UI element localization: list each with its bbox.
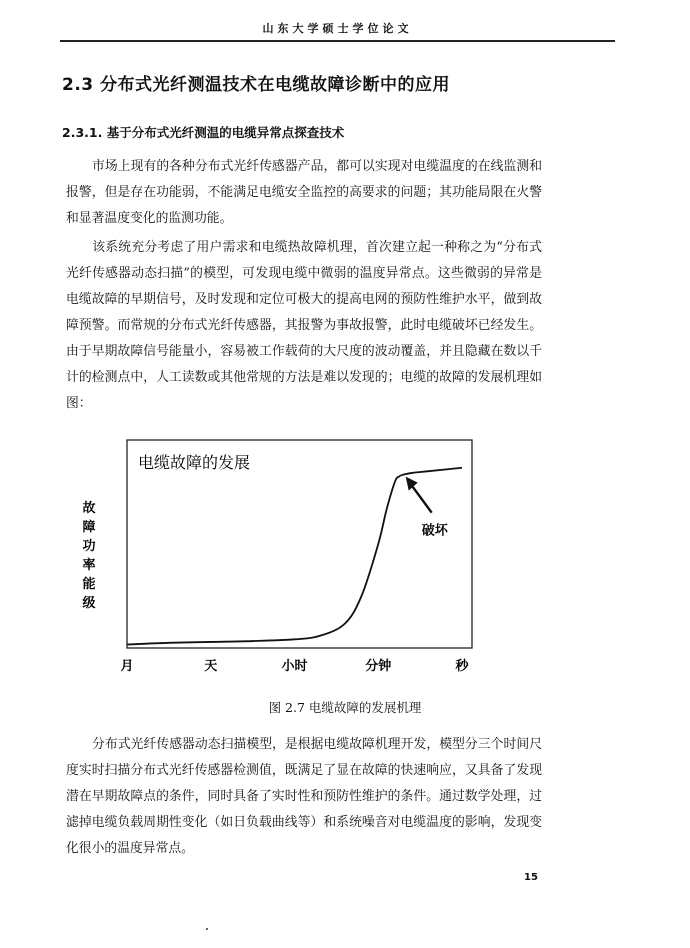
paragraph-1-text: 市场上现有的各种分布式光纤传感器产品，都可以实现对电缆温度的在线监测和报警，但是存在功能弱，不能满足电缆安全监控的高要求的问题；其功能局限在火警和显著温度变化的监测功能。: [66, 159, 542, 226]
fault-curve: [127, 468, 462, 645]
section-title: 2.3 分布式光纤测温技术在电缆故障诊断中的应用: [62, 75, 451, 95]
subsection-title: 2.3.1. 基于分布式光纤测温的电缆异常点探查技术: [62, 125, 345, 140]
chart-title: 电缆故障的发展: [138, 453, 251, 472]
x-tick-labels: [120, 658, 469, 674]
ylabel-char: 障: [82, 520, 96, 535]
ylabel-char: 率: [82, 558, 96, 573]
x-tick-label: 月: [120, 659, 134, 674]
paragraph-1: [66, 154, 542, 232]
figure-caption: 图 2.7 电缆故障的发展机理: [268, 700, 422, 715]
ylabel-char: 故: [82, 501, 96, 516]
running-header: 山东大学硕士学位论文: [60, 20, 615, 42]
annotation-arrowhead: [406, 477, 418, 491]
chart-svg: [82, 436, 492, 686]
x-tick-label: 小时: [281, 659, 308, 674]
ylabel-char: 功: [82, 539, 96, 554]
annotation: [406, 477, 449, 539]
y-axis-label: [82, 500, 95, 611]
scan-speck: [206, 928, 208, 930]
annotation-arrow: [410, 483, 432, 513]
annotation-label: 破坏: [421, 523, 448, 539]
x-tick-label: 天: [204, 659, 218, 674]
ylabel-char: 级: [82, 596, 96, 611]
x-tick-label: 秒: [455, 659, 469, 674]
fault-development-chart: [82, 436, 492, 686]
paragraph-2: [66, 235, 542, 417]
paragraph-3: [66, 732, 542, 862]
page-number: 15: [524, 872, 538, 883]
paragraph-3-text: 分布式光纤传感器动态扫描模型，是根据电缆故障机理开发，模型分三个时间尺度实时扫描分布式光纤传感器检测值，既满足了显在故障的快速响应，又具备了发现潜在早期故障点的条件，同时具备了实时性和预防性维护的条件。通过数学处理，过滤掉电缆负载周期性变化（如日负载曲线等）和系统噪音对电缆温度的影响，发现变化很小的温度异常点。: [66, 737, 542, 856]
paragraph-2-text: 该系统充分考虑了用户需求和电缆热故障机理，首次建立起一种称之为“分布式光纤传感器动态扫描”的模型，可发现电缆中微弱的温度异常点。这些微弱的异常是电缆故障的早期信号，及时发现和定位可极大的提高电网的预防性维护水平，做到故障预警。而常规的分布式光纤传感器，其报警为事故报警，此时电缆破坏已经发生。由于早期故障信号能量小，容易被工作载荷的大尺度的波动覆盖，并且隐藏在数以千计的检测点中，人工读数或其他常规的方法是难以发现的；电缆的故障的发展机理如图：: [66, 240, 542, 411]
ylabel-char: 能: [82, 577, 96, 592]
x-tick-label: 分钟: [365, 659, 392, 674]
